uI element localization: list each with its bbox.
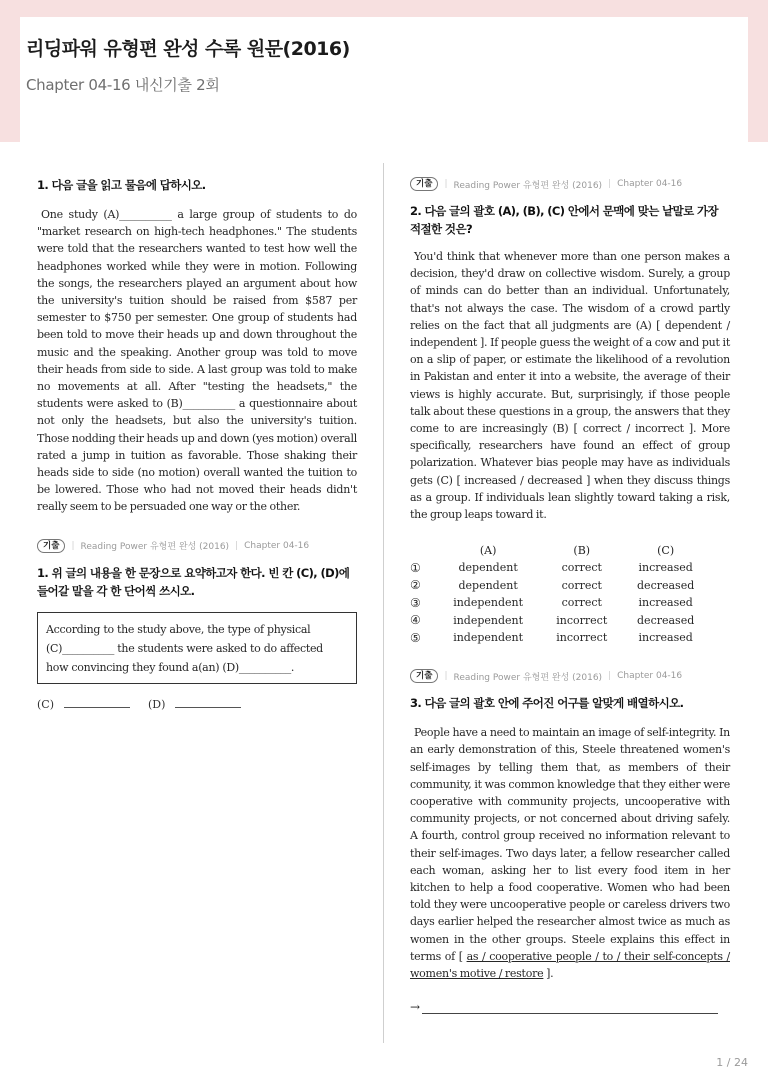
- answer-input-line[interactable]: [422, 1005, 718, 1014]
- source-chapter: Chapter 04-16: [617, 179, 683, 189]
- choice-a: dependent: [458, 561, 518, 574]
- choice-a: dependent: [458, 578, 518, 592]
- question-1-heading: 1. 다음 글을 읽고 물음에 답하시오.: [37, 178, 206, 192]
- choice-c: increased: [638, 596, 693, 609]
- left-column: [37, 176, 357, 711]
- choice-row[interactable]: [410, 559, 710, 577]
- choice-c: decreased: [637, 578, 695, 592]
- source-tag: [410, 668, 730, 684]
- choice-a: independent: [453, 596, 524, 609]
- question-3-heading: 3. 다음 글의 괄호 안에 주어진 어구를 알맞게 배열하시오.: [410, 696, 684, 711]
- choice-b: correct: [561, 578, 602, 592]
- page-number: 1 / 24: [716, 1056, 748, 1069]
- separator: |: [71, 540, 75, 551]
- choice-row[interactable]: [410, 629, 710, 647]
- choice-a: independent: [453, 631, 524, 644]
- source-badge: 기출: [37, 539, 65, 553]
- source-tag: [410, 176, 730, 192]
- choice-b: correct: [561, 596, 602, 609]
- right-column: [410, 176, 730, 1014]
- choice-number: ①: [410, 560, 421, 575]
- source-chapter: Chapter 04-16: [244, 540, 310, 551]
- summary-box: According to the study above, the type of physical (C)__________ the students were asked to do affected how convincing they found a(an) (D)__________.: [37, 612, 357, 684]
- choice-number: ⑤: [410, 630, 421, 645]
- answer-c-blank[interactable]: [64, 698, 130, 708]
- sub-question-heading: 1. 위 글의 내용을 한 문장으로 요약하고자 한다. 빈 칸 (C), (D)에 들어갈 말을 각 한 단어씩 쓰시오.: [37, 565, 350, 598]
- source-text: Reading Power 유형편 완성 (2016): [80, 542, 230, 553]
- column-header: (A): [479, 543, 497, 557]
- separator: |: [444, 671, 448, 682]
- choice-c: increased: [638, 631, 693, 644]
- choice-b: correct: [561, 561, 602, 574]
- answer-choices-table: [410, 541, 710, 646]
- separator: |: [608, 671, 612, 682]
- answer-c: (C): [37, 698, 130, 711]
- answer-d: (D): [148, 698, 241, 711]
- answer-line: [410, 1000, 730, 1014]
- choice-c: decreased: [637, 613, 695, 627]
- choice-c: increased: [638, 561, 693, 574]
- choice-number: ④: [410, 613, 421, 627]
- answer-blanks: [37, 698, 357, 711]
- separator: |: [444, 179, 448, 189]
- question-1-passage: [37, 206, 357, 516]
- question-2-passage: [410, 248, 730, 523]
- arrow-icon: →: [410, 1000, 421, 1015]
- passage-text: People have a need to maintain an image of self-integrity. In an early demonstration of this, Steele threatened women's self-images by telling them that, as members of their community, it was common knowledge that they either were cooperative with community projects, uncooperative with community projects, or not concerned about driving safely. A fourth, control group received no information relevant to their self-images. Two days later, a fellow researcher called each woman, asking her to list every food item in her kitchen to help a food cooperative. Women who had been told they were uncooperative people or careless drivers two days earlier helped the researcher almost twice as much as women in the other groups. Steele explains this effect in terms of [: [410, 726, 730, 963]
- choice-number: ②: [410, 578, 421, 592]
- document-subtitle: Chapter 04-16 내신기출 2회: [26, 76, 220, 94]
- source-badge: 기출: [410, 177, 438, 191]
- choice-number: ③: [410, 595, 421, 610]
- column-header: (B): [573, 543, 591, 557]
- choice-row[interactable]: [410, 576, 710, 594]
- choice-a: independent: [453, 613, 524, 627]
- source-text: Reading Power 유형편 완성 (2016): [453, 672, 603, 683]
- passage-end: ].: [543, 967, 554, 981]
- choice-b: incorrect: [556, 631, 608, 644]
- answer-d-blank[interactable]: [175, 698, 241, 708]
- document-title: 리딩파워 유형편 완성 수록 원문(2016): [26, 38, 350, 60]
- separator: |: [608, 179, 612, 189]
- source-tag: [37, 538, 357, 554]
- source-badge: 기출: [410, 669, 438, 683]
- column-divider: [383, 163, 384, 1043]
- source-chapter: Chapter 04-16: [617, 671, 683, 682]
- choice-b: incorrect: [556, 613, 608, 627]
- separator: |: [235, 540, 239, 551]
- question-3-passage: [410, 724, 730, 982]
- column-header: (C): [657, 543, 675, 557]
- passage-text: You'd think that whenever more than one person makes a decision, they'd draw on collective wisdom. Surely, a group of minds can do better than an individual. Unfortunately, that's not always the case. The wisdom of a crowd partly relies on the fact that all judgments are (A) [ dependent / independent ]. If people guess the weight of a cow and put it on a slip of paper, or estimate the likelihood of a revolution in Pakistan and enter it into a website, the average of their views is highly accurate. But, surprisingly, if those people talk about these questions in a group, the answers that they come to are increasingly (B) [ correct / incorrect ]. More specifically, researchers have found an effect of group polarization. Whatever bias people may have as individuals gets (C) [ increased / decreased ] when they discuss things as a group. If individuals lean slightly toward taking a risk, the group leaps toward it.: [410, 250, 730, 522]
- underlined-phrase: as / cooperative people / to / their self-concepts / women's motive / restore: [410, 949, 730, 981]
- passage-text: One study (A)__________ a large group of students to do "market research on high-tech headphones." The students were told that the researchers wanted to test how well the headphones worked while they were in motion. Following the songs, the researchers played an argument about how the university's tuition should be raised from $587 per semester to $750 per semester. One group of students had been told to move their heads up and down throughout the music and the speaking. Another group was told to move their heads from side to side. A last group was told to make no movements at all. After "testing the headsets," the students were asked to (B)__________ a questionnaire about not only the headsets, but also the university's tuition. Those nodding their heads up and down (yes motion) overall rated a jump in tuition as favorable. Those shaking their heads side to side (no motion) overall wanted the tuition to be lowered. Those who had not moved their heads didn't really seem to be persuaded one way or the other.: [37, 208, 357, 514]
- choice-row[interactable]: [410, 594, 710, 612]
- question-2-heading: 2. 다음 글의 괄호 (A), (B), (C) 안에서 문맥에 맞는 낱말로 가장 적절한 것은?: [410, 204, 719, 236]
- source-text: Reading Power 유형편 완성 (2016): [453, 180, 603, 191]
- choices-header-row: [410, 541, 710, 559]
- choice-row[interactable]: [410, 611, 710, 629]
